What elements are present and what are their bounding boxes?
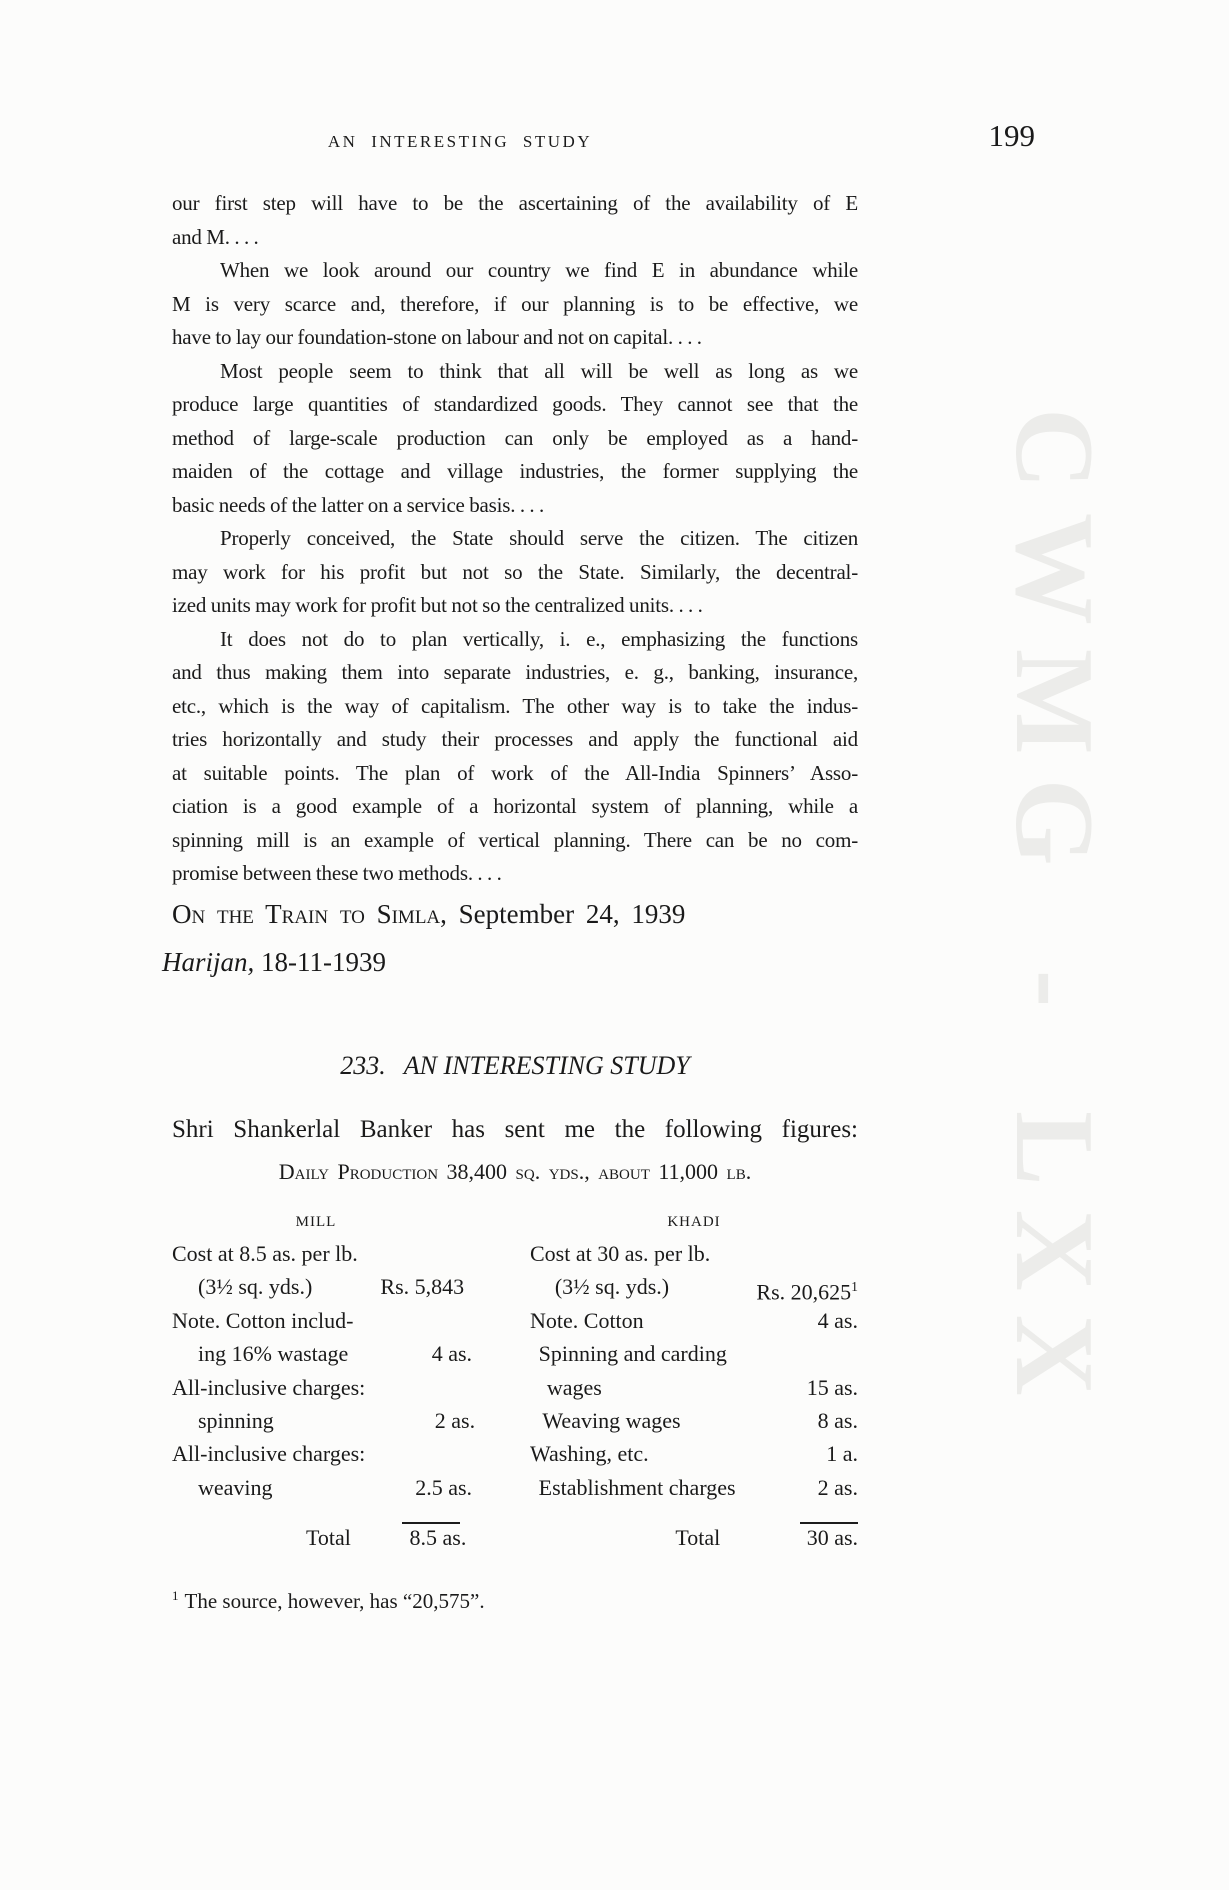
cell-label-left: Note. Cotton includ- [172,1307,354,1333]
table-total-row [172,1521,858,1554]
body-line: ciation is a good example of a horizontal system of planning, while a [172,794,858,818]
source-date: 18-11-1939 [261,947,386,977]
cell-value-left: 2 as. [434,1407,476,1433]
body-line: Most people seem to think that all will be well as long as we [220,358,858,383]
cell-label-right: Establishment charges [538,1474,736,1500]
body-line: method of large-scale production can only be employed as a hand- [172,425,858,450]
production-line: Daily Production 38,400 sq. yds., about 11,000 lb. [278,1159,752,1184]
cell-label-right: (3½ sq. yds.) [554,1274,670,1300]
body-line: When we look around our country we find E in abundance while [220,258,858,282]
value-text: Rs. 20,625 [756,1279,852,1305]
cell-label-left: All-inclusive charges: [172,1374,366,1400]
cell-label-left: spinning [198,1407,274,1433]
body-line: and thus making them into separate industries, e. g., banking, insurance, [172,660,858,684]
cell-label-right: Spinning and carding [538,1341,727,1367]
article-heading [172,1051,858,1081]
footnote [172,1588,485,1614]
body-line: have to lay our foundation-stone on labour and not on capital. . . . [172,325,702,349]
column-gap [460,1237,530,1270]
cell-label-left: ing 16% wastage [198,1341,349,1367]
body-line: tries horizontally and study their processes and apply the functional aid [172,727,858,751]
table-row [172,1437,858,1470]
source-line [162,947,386,978]
body-line: may work for his profit but not so the State. Similarly, the decentral- [172,559,858,584]
cell-value-left: 2.5 as. [415,1474,473,1500]
cell-value-right: 2 as. [817,1474,858,1500]
body-text-block [172,187,858,891]
column-gap [464,1270,529,1303]
rule-right-container [680,1504,858,1521]
running-head: AN INTERESTING STUDY [327,132,593,151]
cell-value-right: 1 a. [826,1441,858,1467]
total-value-right: 30 as. [806,1525,859,1551]
cell-value-left: 4 as. [431,1341,473,1367]
page-number: 199 [988,118,1035,153]
column-gap [472,1337,539,1370]
total-label-right: Total [675,1525,721,1551]
table-row [172,1270,858,1303]
body-line: and M. . . . [172,224,259,249]
cell-value-right [680,1237,858,1270]
column-gap [460,1504,530,1521]
dateline-date: September 24, 1939 [458,899,686,929]
cell-value-right [693,1270,858,1303]
cell-value-left [352,1371,454,1404]
empty-cell [530,1504,680,1521]
table-row [172,1404,858,1437]
body-line: promise between these two methods. . . . [172,861,502,885]
column-header-khadi: khadi [667,1206,721,1231]
empty-cell [172,1504,352,1521]
rule-left-container [352,1504,460,1521]
cell-value-right: 8 as. [817,1407,858,1433]
column-gap [472,1471,539,1504]
cell-label-right: Weaving wages [542,1407,681,1433]
column-gap [460,1304,530,1337]
cell-label-right: Cost at 30 as. per lb. [530,1241,711,1266]
cell-value-right: 15 as. [806,1374,859,1400]
table-row [172,1371,858,1404]
body-line: spinning mill is an example of vertical planning. There can be no com- [172,827,858,852]
total-label-left: Total [306,1525,351,1551]
cell-value-left [352,1437,460,1470]
body-line: at suitable points. The plan of work of the All-India Spinners’ Asso- [172,760,858,785]
column-gap [475,1404,542,1437]
body-line: our first step will have to be the ascertaining of the availability of E [172,191,858,215]
intro-line: Shri Shankerlal Banker has sent me the following figures: [172,1116,858,1143]
body-line: Properly conceived, the State should serve the citizen. The citizen [220,526,858,550]
body-line: basic needs of the latter on a service basis. . . . [172,492,545,517]
footnote-marker: 1 [172,1588,179,1603]
dateline [172,899,685,930]
table-row [172,1471,858,1504]
cwmg-watermark: CWMG - LXX [992,408,1116,1420]
dateline-place: On the Train to Simla, [172,899,447,929]
cell-label-right: Note. Cotton [530,1307,644,1333]
column-header-mill: mill [295,1206,337,1231]
column-gap [460,1437,530,1470]
cell-value-left [352,1304,460,1337]
cell-value-right: 4 as. [817,1307,858,1333]
cell-label-left: (3½ sq. yds.) [198,1274,313,1300]
cell-value-left [352,1237,460,1270]
table-row [172,1237,858,1270]
column-gap [454,1371,520,1404]
column-gap [466,1521,505,1554]
body-line: produce large quantities of standardized goods. They cannot see that the [172,392,858,416]
cell-value-right [689,1337,858,1370]
cell-label-left: weaving [198,1474,273,1500]
body-line: M is very scarce and, therefore, if our planning is to be effective, we [172,291,858,316]
total-value-left: 8.5 as. [409,1525,467,1551]
table-rule-row [172,1504,858,1521]
cost-table [172,1237,858,1555]
table-row [172,1304,858,1337]
cell-label-left: Cost at 8.5 as. per lb. [172,1241,358,1266]
article-number: 233. [340,1051,386,1080]
cell-label-left: All-inclusive charges: [172,1441,366,1467]
body-line: etc., which is the way of capitalism. The other way is to take the indus- [172,693,858,718]
footnote-text: The source, however, has “20,575”. [184,1589,485,1613]
table-row [172,1337,858,1370]
body-line: maiden of the cottage and village industries, the former supplying the [172,459,858,483]
article-title: AN INTERESTING STUDY [403,1051,690,1080]
source-title: Harijan, [162,947,255,977]
body-line: It does not do to plan vertically, i. e., emphasizing the functions [220,626,858,651]
body-line: ized units may work for profit but not so the centralized units. . . . [172,593,703,617]
footnote-ref: 1 [851,1279,858,1295]
cell-label-right: wages [546,1374,602,1400]
cell-label-right: Washing, etc. [530,1441,649,1467]
cell-value-left: Rs. 5,843 [380,1274,465,1300]
